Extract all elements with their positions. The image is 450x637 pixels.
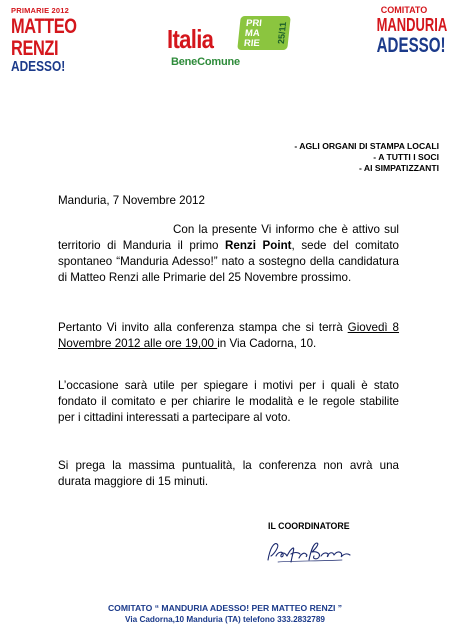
logo-right-line1: COMITATO (380, 5, 428, 15)
logo-bene-comune-text: BeneComune (171, 56, 240, 68)
badge-ma: MA (244, 28, 261, 39)
recipient-line: - AGLI ORGANI DI STAMPA LOCALI (294, 141, 439, 151)
badge-rie: RIE (243, 38, 261, 49)
renzi-point-label: Renzi Point (225, 239, 292, 252)
logo-matteo-renzi (11, 6, 77, 75)
paragraph-1-end: , sede del comitato spontaneo “Manduria Adesso!” nato a sostegno della candidatura di Matteo Renzi alle Primarie del 25 Novembre prossimo. (58, 239, 400, 284)
conference-datetime: Giovedì 8 Novembre 2012 alle ore 19,00 (58, 321, 400, 350)
recipient-line: - A TUTTI I SOCI (373, 152, 439, 162)
paragraph-1 (58, 222, 399, 286)
logo-primarie-badge (237, 16, 291, 50)
footer-committee-name: COMITATO “ MANDURIA ADESSO! PER MATTEO RENZI ” (107, 603, 343, 613)
logo-left-line1: PRIMARIE 2012 (11, 6, 70, 15)
signature-image (264, 534, 358, 568)
coordinator-label: IL COORDINATORE (268, 521, 350, 531)
logo-comitato-manduria (366, 5, 448, 57)
logo-right-line3: ADESSO! (376, 34, 446, 57)
logo-italia-text: Italia (167, 24, 214, 54)
footer-address: Via Cadorna,10 Manduria (TA) telefono 333.2832789 (125, 615, 325, 624)
badge-pri: PRI (245, 18, 263, 29)
paragraph-2-start: Pertanto Vi invito alla conferenza stampa che si terrà (58, 321, 348, 334)
recipients-block (294, 141, 439, 174)
paragraph-2-end: in Via Cadorna, 10. (217, 337, 317, 350)
paragraph-4: Si prega la massima puntualità, la conferenza non avrà una durata maggiore di 15 minuti. (58, 459, 399, 488)
logo-right-line2: MANDURIA (376, 15, 448, 35)
paragraph-3: L’occasione sarà utile per spiegare i motivi per i quali è stato fondato il comitato e per chiarire le modalità e le regole stabilite per i cittadini interessati a partecipare al voto. (58, 379, 399, 424)
letter-date: Manduria, 7 Novembre 2012 (58, 194, 205, 207)
recipient-line: - AI SIMPATIZZANTI (358, 163, 439, 173)
logo-left-line3: RENZI (11, 36, 59, 60)
logo-left-line2: MATTEO (11, 14, 77, 38)
paragraph-2 (58, 320, 399, 352)
badge-date: 25/11 (275, 22, 289, 45)
logo-italia-bene-comune (167, 16, 291, 72)
paragraph-1-start: Con la presente Vi informo che è attivo sul territorio di Manduria il primo (58, 223, 399, 252)
logo-left-line4: ADESSO! (11, 58, 66, 75)
